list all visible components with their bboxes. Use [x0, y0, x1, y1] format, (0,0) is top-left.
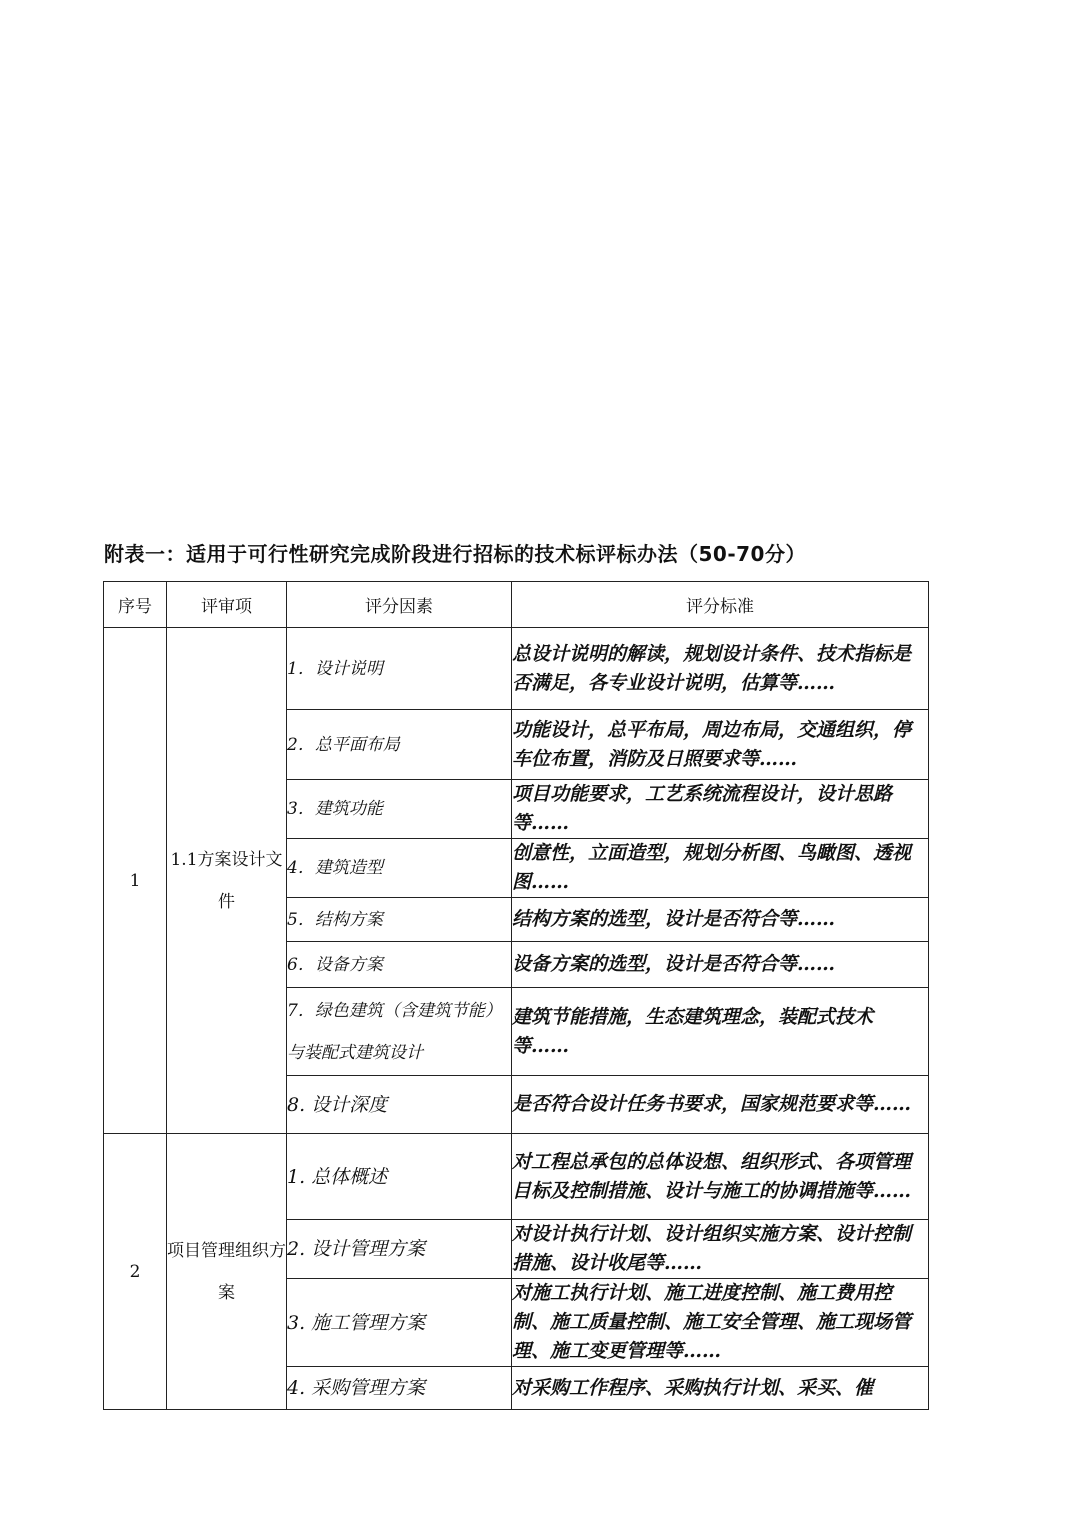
scoring-factor: 4. 采购管理方案	[287, 1367, 512, 1410]
scoring-factor: 3．建筑功能	[287, 780, 512, 839]
header-no: 序号	[104, 582, 167, 628]
scoring-factor: 3. 施工管理方案	[287, 1279, 512, 1367]
scoring-standard: 是否符合设计任务书要求，国家规范要求等……	[512, 1076, 929, 1134]
header-item: 评审项	[167, 582, 287, 628]
scoring-factor: 2. 设计管理方案	[287, 1220, 512, 1279]
scoring-standard: 创意性，立面造型，规划分析图、鸟瞰图、透视图……	[512, 839, 929, 898]
scoring-standard: 对工程总承包的总体设想、组织形式、各项管理目标及控制措施、设计与施工的协调措施等……	[512, 1134, 929, 1220]
scoring-standard: 结构方案的选型，设计是否符合等……	[512, 898, 929, 942]
scoring-factor: 8. 设计深度	[287, 1076, 512, 1134]
scoring-factor: 2．总平面布局	[287, 710, 512, 780]
scoring-standard: 对采购工作程序、采购执行计划、采买、催	[512, 1367, 929, 1410]
scoring-factor: 1. 总体概述	[287, 1134, 512, 1220]
document-title: 附表一：适用于可行性研究完成阶段进行招标的技术标评标办法（50-70分）	[104, 542, 806, 566]
scoring-factor: 1．设计说明	[287, 628, 512, 710]
header-factor: 评分因素	[287, 582, 512, 628]
scoring-standard: 设备方案的选型，设计是否符合等……	[512, 942, 929, 988]
scoring-factor: 5．结构方案	[287, 898, 512, 942]
scoring-factor: 7．绿色建筑（含建筑节能）与装配式建筑设计	[287, 988, 512, 1076]
scoring-standard: 总设计说明的解读，规划设计条件、技术指标是否满足，各专业设计说明，估算等……	[512, 628, 929, 710]
scoring-standard: 项目功能要求，工艺系统流程设计，设计思路等……	[512, 780, 929, 839]
table-row	[104, 628, 929, 710]
scoring-factor: 6．设备方案	[287, 942, 512, 988]
header-standard: 评分标准	[512, 582, 929, 628]
scoring-standard: 功能设计，总平布局，周边布局，交通组织，停车位布置，消防及日照要求等……	[512, 710, 929, 780]
group-number: 1	[104, 628, 167, 1134]
review-item: 项目管理组织方案	[167, 1134, 287, 1410]
scoring-standard: 对设计执行计划、设计组织实施方案、设计控制措施、设计收尾等……	[512, 1220, 929, 1279]
table-header-row	[104, 582, 929, 628]
table-row	[104, 1134, 929, 1220]
scoring-standard: 对施工执行计划、施工进度控制、施工费用控制、施工质量控制、施工安全管理、施工现场管理、施工变更管理等……	[512, 1279, 929, 1367]
scoring-standard: 建筑节能措施，生态建筑理念，装配式技术等……	[512, 988, 929, 1076]
scoring-table	[103, 581, 929, 1410]
scoring-factor: 4．建筑造型	[287, 839, 512, 898]
review-item: 1.1方案设计文件	[167, 628, 287, 1134]
group-number: 2	[104, 1134, 167, 1410]
